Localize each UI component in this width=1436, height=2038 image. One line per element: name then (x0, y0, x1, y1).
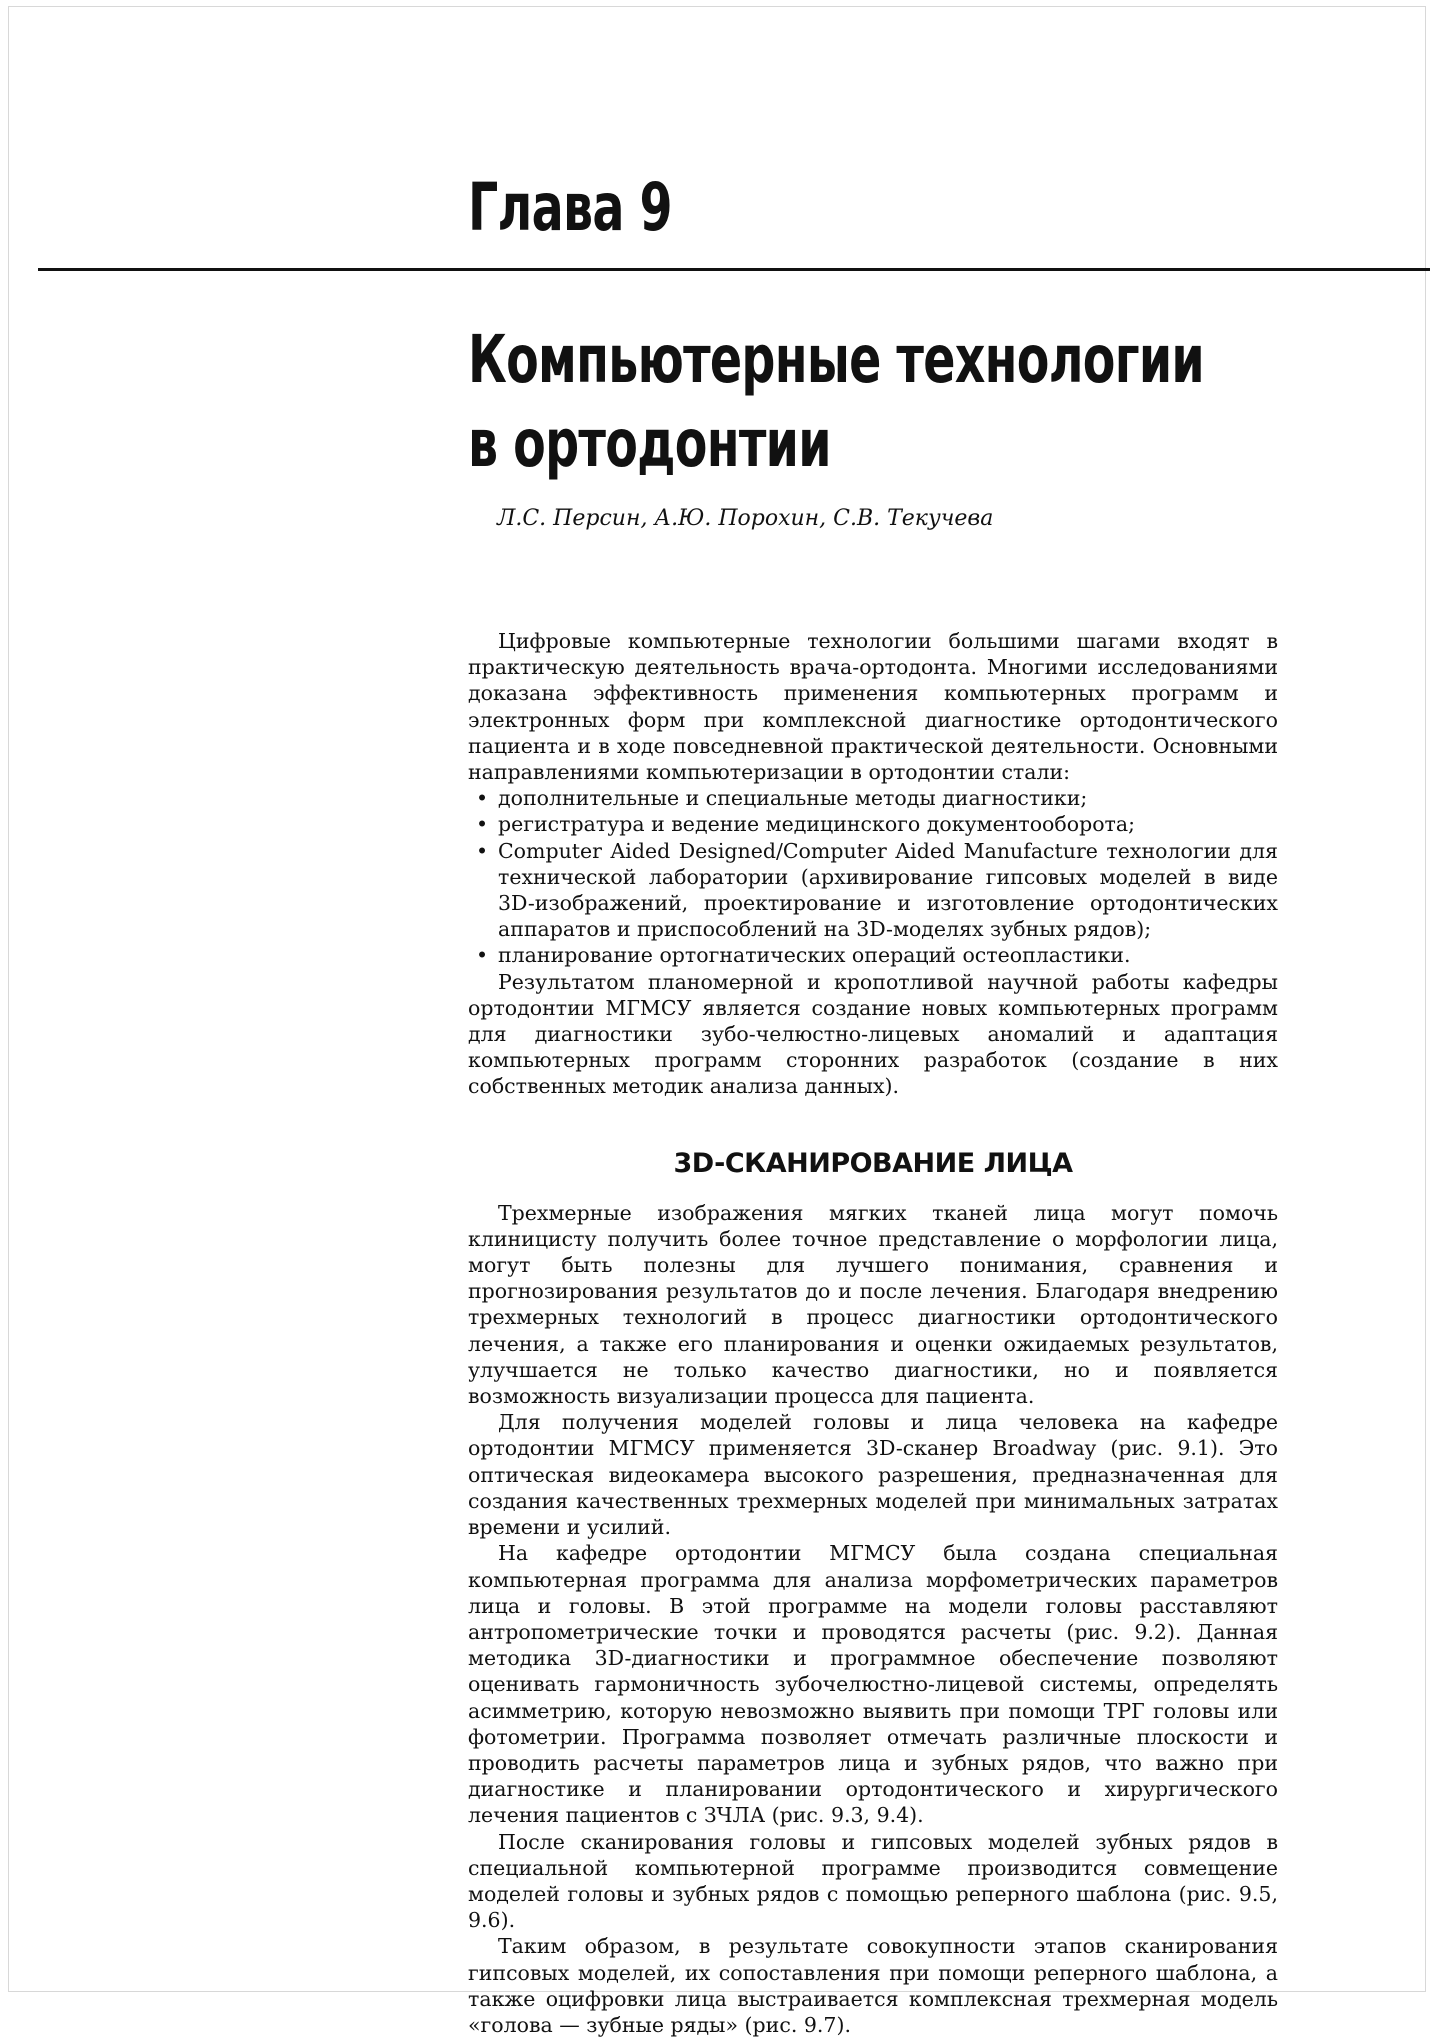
chapter-title-line-1: Компьютерные технологии (468, 321, 1204, 398)
computerization-directions-list (468, 785, 1278, 968)
list-item: • Computer Aided Designed/Computer Aided Manufacture технологии для технической лаборатории (архивирование гипсовых моделей в виде 3D-изображений, проектирование и изготовление ортодонтических аппаратов и приспособлений на 3D-моделях зубных рядов); (468, 838, 1278, 943)
intro-paragraph-1: Цифровые компьютерные технологии большими шагами входят в практическую деятельность врача-ортодонта. Многими исследованиями доказана эффективность применения компьютерных программ и электронных форм при комплексной диагностике ортодонтического пациента и в ходе повседневной практической деятельности. Основными направлениями компьютеризации в ортодонтии стали: (468, 629, 1278, 785)
body-text (468, 628, 1278, 2038)
section-paragraph-4: После сканирования головы и гипсовых моделей зубных рядов в специальной компьютерной программе производится совмещение моделей головы и зубных рядов с помощью реперного шаблона (рис. 9.5, 9.6). (468, 1829, 1278, 1933)
section-paragraph-2: Для получения моделей головы и лица человека на кафедре ортодонтии МГМСУ применяется 3D-сканер Broadway (рис. 9.1). Это оптическая видеокамера высокого разрешения, предназначенная для создания качественных трехмерных моделей при минимальных затратах времени и усилий. (468, 1410, 1278, 1540)
list-item: • дополнительные и специальные методы диагностики; (468, 785, 1278, 811)
chapter-title-line-2: в ортодонтии (468, 405, 831, 482)
section-paragraph-3: На кафедре ортодонтии МГМСУ была создана специальная компьютерная программа для анализа морфометрических параметров лица и головы. В этой программе на модели головы расставляют антропометрические точки и проводятся расчеты (рис. 9.2). Данная методика 3D-диагностики и программное обеспечение позволяют оценивать гармоничность зубочелюстно-лицевой системы, определять асимметрию, которую невозможно выявить при помощи ТРГ головы или фотометрии. Программа позволяет отмечать различные плоскости и проводить расчеты параметров лица и зубных рядов, что важно при диагностике и планировании ортодонтического и хирургического лечения пациентов с ЗЧЛА (рис. 9.3, 9.4). (468, 1541, 1278, 1828)
section-heading: 3D-СКАНИРОВАНИЕ ЛИЦА (673, 1147, 1073, 1179)
chapter-title (468, 318, 1204, 486)
section-paragraph-5: Таким образом, в результате совокупности этапов сканирования гипсовых моделей, их сопоставления при помощи реперного шаблона, а также оцифровки лица выстраивается комплексная трехмерная модель «голова — зубные ряды» (рис. 9.7). (468, 1934, 1278, 2037)
chapter-rule (38, 268, 1430, 271)
list-item: • планирование ортогнатических операций остеопластики. (468, 942, 1278, 968)
intro-paragraph-2: Результатом планомерной и кропотливой научной работы кафедры ортодонтии МГМСУ является создание новых компьютерных программ для диагностики зубо-челюстно-лицевых аномалий и адаптация компьютерных программ сторонних разработок (создание в них собственных методик анализа данных). (468, 969, 1278, 1099)
chapter-label: Глава 9 (468, 169, 672, 246)
list-item: • регистратура и ведение медицинского документооборота; (468, 811, 1278, 837)
section-paragraph-1: Трехмерные изображения мягких тканей лица могут помочь клиницисту получить более точное представление о морфологии лица, могут быть полезны для лучшего понимания, сравнения и прогнозирования результатов до и после лечения. Благодаря внедрению трехмерных технологий в процесс диагностики ортодонтического лечения, а также его планирования и оценки ожидаемых результатов, улучшается не только качество диагностики, но и появляется возможность визуализации процесса для пациента. (468, 1200, 1278, 1409)
chapter-authors: Л.С. Персин, А.Ю. Порохин, С.В. Текучева (497, 506, 994, 531)
